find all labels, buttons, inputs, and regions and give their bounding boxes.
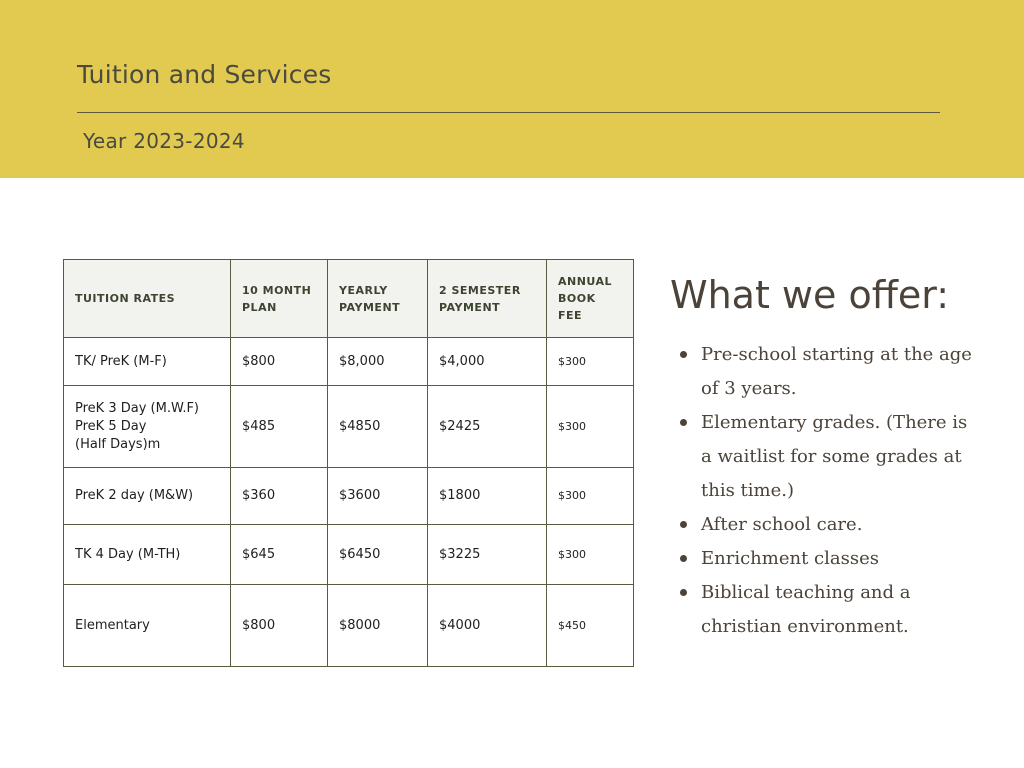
- yearly-price: $8000: [328, 585, 428, 667]
- offer-list: [680, 338, 980, 644]
- column-header-2-semester-payment: 2 SEMESTER PAYMENT: [428, 260, 547, 338]
- table-row: [64, 386, 634, 468]
- list-item: Enrichment classes: [680, 542, 980, 576]
- school-year: Year 2023-2024: [83, 129, 245, 153]
- semester-price: $4,000: [428, 338, 547, 386]
- column-header-annual-book-fee: ANNUAL BOOK FEE: [547, 260, 634, 338]
- book-fee: $300: [547, 525, 634, 585]
- program-name: PreK 2 day (M&W): [64, 468, 231, 525]
- list-item: Biblical teaching and a christian environment.: [680, 576, 980, 644]
- semester-price: $1800: [428, 468, 547, 525]
- table-header-row: [64, 260, 634, 338]
- yearly-price: $8,000: [328, 338, 428, 386]
- list-item: After school care.: [680, 508, 980, 542]
- semester-price: $2425: [428, 386, 547, 468]
- program-name: TK 4 Day (M-TH): [64, 525, 231, 585]
- ten-month-price: $800: [231, 338, 328, 386]
- column-header-yearly-payment: YEARLY PAYMENT: [328, 260, 428, 338]
- ten-month-price: $800: [231, 585, 328, 667]
- column-header-tuition-rates: TUITION RATES: [64, 260, 231, 338]
- offer-heading: What we offer:: [670, 273, 950, 317]
- yearly-price: $3600: [328, 468, 428, 525]
- semester-price: $3225: [428, 525, 547, 585]
- table-row: [64, 525, 634, 585]
- yearly-price: $6450: [328, 525, 428, 585]
- page-title: Tuition and Services: [77, 60, 332, 89]
- book-fee: $300: [547, 386, 634, 468]
- yearly-price: $4850: [328, 386, 428, 468]
- table-row: [64, 468, 634, 525]
- program-name: Elementary: [64, 585, 231, 667]
- program-name: TK/ PreK (M-F): [64, 338, 231, 386]
- ten-month-price: $645: [231, 525, 328, 585]
- list-item: Pre-school starting at the age of 3 years.: [680, 338, 980, 406]
- ten-month-price: $360: [231, 468, 328, 525]
- table-row: [64, 338, 634, 386]
- list-item: Elementary grades. (There is a waitlist for some grades at this time.): [680, 406, 980, 508]
- header-divider: [77, 112, 940, 113]
- program-name: PreK 3 Day (M.W.F) PreK 5 Day (Half Days)m: [64, 386, 231, 468]
- book-fee: $450: [547, 585, 634, 667]
- table-row: [64, 585, 634, 667]
- header-banner: [0, 0, 1024, 178]
- tuition-table: [63, 259, 634, 667]
- column-header-10-month-plan: 10 MONTH PLAN: [231, 260, 328, 338]
- book-fee: $300: [547, 338, 634, 386]
- semester-price: $4000: [428, 585, 547, 667]
- book-fee: $300: [547, 468, 634, 525]
- ten-month-price: $485: [231, 386, 328, 468]
